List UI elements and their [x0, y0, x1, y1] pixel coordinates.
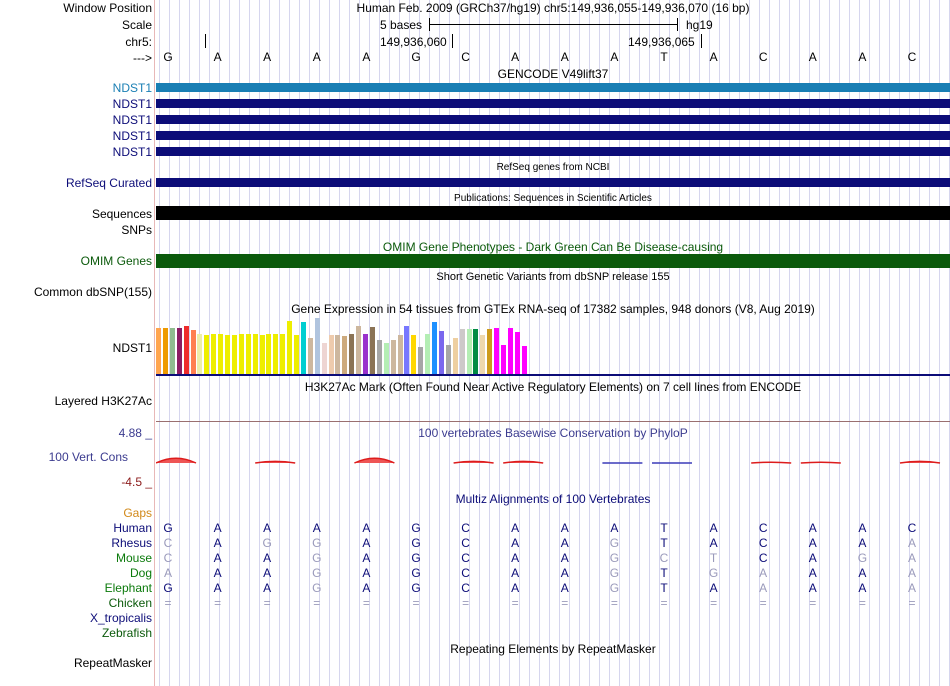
alignment-base: A [213, 581, 222, 595]
alignment-base: C [758, 521, 768, 535]
gtex-tissue-bar[interactable] [184, 326, 189, 374]
alignment-base: A [213, 566, 222, 580]
alignment-base: = [610, 596, 618, 610]
alignment-base: A [560, 521, 569, 535]
alignment-base: A [560, 566, 569, 580]
alignment-base: T [660, 536, 668, 550]
phylop-score-mark [354, 458, 394, 463]
alignment-base: A [213, 521, 222, 535]
coord-tick-3 [701, 34, 702, 48]
alignment-base: C [163, 551, 173, 565]
base-letter: A [808, 50, 817, 64]
phylop-score-mark [454, 461, 494, 463]
publications-title[interactable]: Publications: Sequences in Scientific Articles [454, 193, 652, 204]
dbsnp-title[interactable]: Short Genetic Variants from dbSNP release 155 [436, 271, 670, 283]
gtex-tissue-bar[interactable] [294, 335, 299, 374]
alignment-base: A [808, 536, 817, 550]
alignment-base: G [411, 521, 421, 535]
base-letter: A [858, 50, 867, 64]
gtex-tissue-bar[interactable] [349, 334, 354, 374]
alignment-base: G [609, 551, 620, 565]
alignment-base: = [710, 596, 718, 610]
gencode-transcript-label[interactable]: NDST1 [112, 81, 152, 95]
gtex-tissue-bar[interactable] [197, 334, 202, 374]
gencode-transcript-bar[interactable] [156, 83, 950, 92]
gtex-tissue-bar[interactable] [170, 328, 175, 374]
gtex-tissue-bar[interactable] [280, 334, 285, 374]
gtex-tissue-bar[interactable] [329, 335, 334, 374]
gencode-transcript-label[interactable]: NDST1 [112, 97, 152, 111]
alignment-base: = [759, 596, 767, 610]
alignment-base: A [560, 581, 569, 595]
alignment-base: A [858, 536, 867, 550]
omim-title[interactable]: OMIM Gene Phenotypes - Dark Green Can Be Disease-causing [382, 240, 724, 254]
base-letter: A [610, 50, 619, 64]
base-letter: A [213, 50, 222, 64]
gtex-tissue-bar[interactable] [398, 335, 403, 374]
alignment-base: A [263, 581, 272, 595]
sequences-label[interactable]: Sequences [91, 207, 152, 221]
alignment-base: A [808, 566, 817, 580]
alignment-base: C [461, 566, 470, 580]
phylop-score-mark [751, 462, 791, 463]
gtex-tissue-bar[interactable] [439, 331, 444, 374]
h3k27ac-title[interactable]: H3K27Ac Mark (Often Found Near Active Regulatory Elements) on 7 cell lines from ENCODE [304, 380, 802, 394]
gtex-tissue-bar[interactable] [266, 334, 271, 374]
coord-label-2: 149,936,065 [628, 35, 695, 49]
alignment-base: A [759, 566, 768, 580]
alignment-base: A [263, 566, 272, 580]
alignment-base: G [163, 581, 173, 595]
gencode-transcript-bar[interactable] [156, 99, 950, 108]
alignment-base: A [362, 551, 371, 565]
gtex-tissue-bar[interactable] [225, 335, 230, 374]
gtex-tissue-bar[interactable] [260, 335, 265, 374]
omim-gene-bar[interactable] [156, 254, 950, 268]
gtex-tissue-bar[interactable] [335, 335, 340, 374]
h3k27ac-baseline [156, 421, 950, 422]
alignment-base: G [609, 581, 620, 595]
alignment-base: A [362, 581, 371, 595]
alignment-base: A [709, 521, 718, 535]
gtex-title[interactable]: Gene Expression in 54 tissues from GTEx RNA-seq of 17382 samples, 948 donors (V8, Aug 2019) [291, 302, 815, 316]
gtex-tissue-bar[interactable] [211, 334, 216, 374]
dbsnp-label[interactable]: Common dbSNP(155) [33, 285, 152, 299]
gtex-tissue-bar[interactable] [177, 328, 182, 374]
gtex-baseline [156, 374, 950, 376]
base-letter: C [461, 50, 470, 64]
phylop-max-label: 4.88 _ [118, 426, 152, 440]
gencode-title[interactable]: GENCODE V49lift37 [497, 67, 609, 81]
scale-bar-left-tick [429, 18, 430, 31]
alignment-base: C [758, 551, 768, 565]
phylop-label[interactable]: 100 Vert. Cons [48, 450, 128, 464]
phylop-title[interactable]: 100 vertebrates Basewise Conservation by PhyloP [418, 426, 688, 440]
gencode-transcript-label[interactable]: NDST1 [112, 113, 152, 127]
gencode-transcript-label[interactable]: NDST1 [112, 129, 152, 143]
gtex-tissue-bar[interactable] [460, 329, 465, 374]
alignment-base: A [808, 551, 817, 565]
alignment-base: A [263, 551, 272, 565]
gtex-tissue-bar[interactable] [487, 329, 492, 374]
alignment-base: = [263, 596, 271, 610]
sequences-bar[interactable] [156, 206, 950, 220]
base-letter: A [263, 50, 272, 64]
alignment-base: A [858, 566, 867, 580]
gtex-label[interactable]: NDST1 [112, 341, 152, 355]
alignment-base: G [708, 566, 719, 580]
scale-assembly: hg19 [686, 18, 713, 32]
alignment-base: G [312, 581, 322, 595]
alignment-base: G [312, 551, 322, 565]
alignment-base: G [609, 536, 620, 550]
alignment-base: = [858, 596, 866, 610]
gtex-tissue-bar[interactable] [391, 340, 396, 374]
gtex-tissue-bar[interactable] [253, 334, 258, 374]
gtex-tissue-bar[interactable] [322, 343, 327, 374]
alignment-base: = [908, 596, 916, 610]
alignment-base: A [610, 521, 619, 535]
refseq-label[interactable]: RefSeq Curated [65, 176, 152, 190]
alignment-base: T [709, 551, 718, 565]
alignment-base: A [560, 536, 569, 550]
species-label[interactable]: Zebrafish [101, 626, 152, 640]
base-letter: C [907, 50, 917, 64]
alignment-base: G [857, 551, 868, 565]
strand-arrow-label[interactable]: ---> [133, 51, 152, 65]
gtex-tissue-bar[interactable] [501, 345, 506, 374]
alignment-base: A [511, 566, 520, 580]
refseq-title[interactable]: RefSeq genes from NCBI [496, 162, 610, 173]
omim-label[interactable]: OMIM Genes [80, 254, 152, 268]
phylop-plot[interactable] [156, 440, 950, 480]
alignment-base: G [609, 566, 620, 580]
alignment-base: C [461, 536, 470, 550]
gtex-tissue-bar[interactable] [356, 326, 361, 374]
multiz-title[interactable]: Multiz Alignments of 100 Vertebrates [455, 492, 651, 506]
gtex-tissue-bar[interactable] [287, 321, 292, 374]
gtex-tissue-bar[interactable] [411, 335, 416, 374]
alignment-base: G [163, 521, 173, 535]
species-label[interactable]: Mouse [115, 551, 152, 565]
species-label[interactable]: Elephant [104, 581, 152, 595]
base-letter: A [511, 50, 520, 64]
gtex-tissue-bar[interactable] [301, 322, 306, 374]
alignment-base: = [511, 596, 519, 610]
gtex-tissue-bar[interactable] [467, 329, 472, 374]
coord-tick-1 [205, 34, 206, 48]
gtex-tissue-bar[interactable] [163, 328, 168, 374]
gencode-transcript-bar[interactable] [156, 147, 950, 156]
h3k27ac-label[interactable]: Layered H3K27Ac [54, 394, 152, 408]
gtex-tissue-bar[interactable] [308, 338, 313, 374]
alignment-base: C [461, 551, 470, 565]
alignment-base: C [461, 581, 470, 595]
gtex-tissue-bar[interactable] [246, 334, 251, 374]
alignment-base: A [213, 536, 222, 550]
alignment-base: G [312, 536, 322, 550]
gtex-tissue-bar[interactable] [191, 330, 196, 374]
gtex-tissue-bar[interactable] [418, 347, 423, 374]
alignment-base: C [659, 551, 669, 565]
gtex-tissue-bar[interactable] [480, 335, 485, 374]
alignment-base: A [759, 581, 768, 595]
gencode-transcript-label[interactable]: NDST1 [112, 145, 152, 159]
base-letter: A [362, 50, 371, 64]
window-position-label: Window Position [63, 1, 152, 15]
alignment-base: A [907, 581, 916, 595]
alignment-base: A [858, 521, 867, 535]
alignment-base: T [660, 566, 668, 580]
alignment-base: C [758, 536, 768, 550]
gtex-tissue-bar[interactable] [204, 335, 209, 374]
gtex-tissue-bar[interactable] [522, 346, 527, 374]
alignment-base: = [561, 596, 569, 610]
species-label[interactable]: Dog [129, 566, 152, 580]
base-letter: T [660, 50, 668, 64]
alignment-base: A [362, 536, 371, 550]
gtex-tissue-bar[interactable] [473, 329, 478, 374]
alignment-base: A [263, 521, 272, 535]
alignment-base: A [907, 566, 916, 580]
alignment-base: A [907, 551, 916, 565]
gtex-tissue-bar[interactable] [315, 318, 320, 374]
gtex-tissue-bar[interactable] [404, 326, 409, 374]
alignment-base: C [461, 521, 470, 535]
alignment-base: G [411, 581, 421, 595]
base-letter: A [312, 50, 321, 64]
gtex-tissue-bar[interactable] [377, 340, 382, 374]
alignment-base: = [809, 596, 817, 610]
position-title: Human Feb. 2009 (GRCh37/hg19) chr5:149,936,055-149,936,070 (16 bp) [356, 1, 750, 15]
gaps-label: Gaps [123, 506, 152, 520]
gencode-transcript-bar[interactable] [156, 115, 950, 124]
base-letter: G [411, 50, 421, 64]
gtex-tissue-bar[interactable] [342, 336, 347, 374]
alignment-base: A [511, 581, 520, 595]
alignment-base: = [313, 596, 321, 610]
alignment-base: A [163, 566, 172, 580]
gtex-tissue-bar[interactable] [370, 327, 375, 374]
species-label[interactable]: Chicken [108, 596, 152, 610]
gtex-tissue-bar[interactable] [239, 334, 244, 374]
alignment-base: G [262, 536, 272, 550]
alignment-base: = [362, 596, 370, 610]
refseq-gene-bar[interactable] [156, 178, 950, 187]
alignment-base: A [858, 581, 867, 595]
gtex-tissue-bar[interactable] [446, 345, 451, 374]
gtex-tissue-bar[interactable] [156, 328, 161, 374]
alignment-base: C [163, 536, 173, 550]
scale-bar [429, 24, 678, 25]
alignment-base: T [660, 581, 668, 595]
species-label[interactable]: Rhesus [111, 536, 152, 550]
gtex-tissue-bar[interactable] [432, 322, 437, 374]
snps-label[interactable]: SNPs [121, 223, 152, 237]
gtex-tissue-bar[interactable] [218, 334, 223, 374]
gtex-tissue-bar[interactable] [273, 334, 278, 374]
gtex-tissue-bar[interactable] [384, 343, 389, 374]
base-letter: A [560, 50, 569, 64]
gtex-tissue-bar[interactable] [453, 338, 458, 374]
phylop-score-mark [156, 458, 196, 463]
repeatmasker-title[interactable]: Repeating Elements by RepeatMasker [450, 642, 656, 656]
base-letter: G [163, 50, 173, 64]
alignment-base: A [312, 521, 321, 535]
phylop-score-mark [801, 462, 841, 463]
coord-tick-2 [452, 34, 453, 48]
label-divider [154, 0, 155, 686]
gtex-tissue-bar[interactable] [232, 335, 237, 374]
alignment-base: A [808, 521, 817, 535]
gtex-tissue-bar[interactable] [363, 334, 368, 374]
alignment-base: A [907, 536, 916, 550]
scale-bar-right-tick [677, 18, 678, 31]
gtex-tissue-bar[interactable] [425, 334, 430, 374]
alignment-base: A [511, 551, 520, 565]
chrom-label: chr5: [125, 35, 152, 49]
alignment-base: A [511, 536, 520, 550]
alignment-base: A [362, 521, 371, 535]
alignment-base: = [660, 596, 668, 610]
alignment-base: A [511, 521, 520, 535]
alignment-base: A [709, 581, 718, 595]
scale-text: 5 bases [380, 18, 423, 32]
base-letter: C [758, 50, 768, 64]
alignment-base: G [312, 566, 322, 580]
alignment-base: A [709, 536, 718, 550]
alignment-base: = [412, 596, 420, 610]
alignment-base: A [808, 581, 817, 595]
phylop-score-mark [255, 461, 295, 463]
species-label[interactable]: X_tropicalis [89, 611, 152, 625]
scale-label: Scale [121, 18, 152, 32]
species-label[interactable]: Human [113, 521, 152, 535]
coord-label-1: 149,936,060 [380, 35, 447, 49]
alignment-base: C [907, 521, 917, 535]
alignment-base: = [164, 596, 172, 610]
phylop-score-mark [900, 461, 940, 463]
alignment-base: = [214, 596, 222, 610]
repeatmasker-label[interactable]: RepeatMasker [73, 656, 152, 670]
gtex-tissue-bar[interactable] [508, 328, 513, 374]
alignment-base: T [660, 521, 668, 535]
alignment-base: A [560, 551, 569, 565]
alignment-base: A [362, 566, 371, 580]
gtex-tissue-bar[interactable] [494, 328, 499, 374]
alignment-base: G [411, 536, 421, 550]
alignment-base: G [411, 566, 421, 580]
gencode-transcript-bar[interactable] [156, 131, 950, 140]
base-letter: A [709, 50, 718, 64]
alignment-base: A [213, 551, 222, 565]
alignment-base: = [462, 596, 470, 610]
phylop-min-label: -4.5 _ [121, 475, 152, 489]
phylop-score-mark [503, 461, 543, 463]
alignment-base: G [411, 551, 421, 565]
gtex-tissue-bar[interactable] [515, 332, 520, 374]
